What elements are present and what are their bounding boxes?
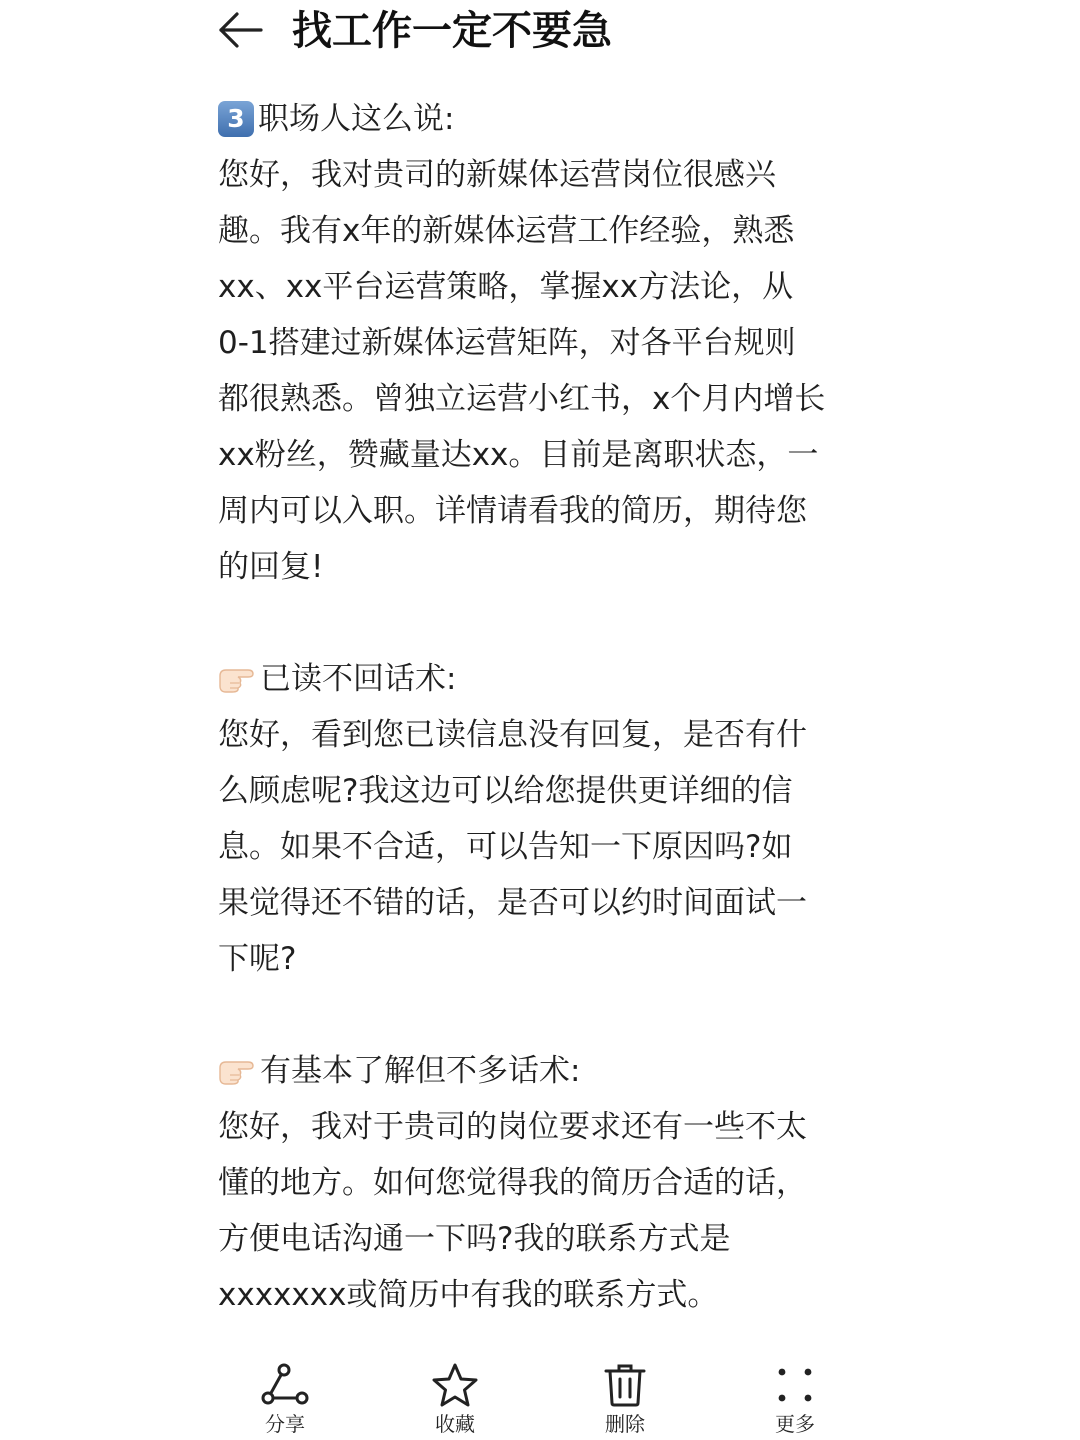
section-heading — [218, 91, 878, 147]
star-icon — [430, 1362, 480, 1408]
section-heading — [218, 1043, 878, 1099]
keycap-3-icon: 3 — [218, 101, 254, 137]
pointing-hand-icon — [218, 1053, 258, 1089]
top-bar — [0, 0, 1080, 70]
share-label: 分享 — [265, 1412, 305, 1436]
text-line: 周内可以入职。详情请看我的简历，期待您 — [218, 493, 807, 529]
text-line: 0-1搭建过新媒体运营矩阵，对各平台规则 — [218, 325, 796, 361]
text-line: 息。如果不合适，可以告知一下原因吗?如 — [218, 829, 793, 865]
more-button[interactable] — [740, 1362, 850, 1440]
favorite-label: 收藏 — [435, 1412, 475, 1436]
pointing-hand-icon — [218, 661, 258, 697]
arrow-left-icon — [217, 10, 265, 50]
more-label: 更多 — [775, 1412, 815, 1436]
section-heading-text: 已读不回话术: — [260, 661, 457, 697]
section-heading-text: 职场人这么说: — [258, 101, 455, 137]
note-content — [218, 91, 878, 1323]
more-dots-icon — [770, 1362, 820, 1408]
section-heading — [218, 651, 878, 707]
share-button[interactable] — [230, 1362, 340, 1440]
share-icon — [260, 1362, 310, 1408]
text-line: 您好，我对贵司的新媒体运营岗位很感兴 — [218, 157, 776, 193]
text-line: 么顾虑呢?我这边可以给您提供更详细的信 — [218, 773, 793, 809]
section-basic-understanding — [218, 1043, 878, 1323]
section-read-no-reply — [218, 651, 878, 987]
text-line: 下呢? — [218, 941, 297, 977]
text-line: 懂的地方。如何您觉得我的简历合适的话， — [218, 1165, 807, 1201]
favorite-button[interactable] — [400, 1362, 510, 1440]
text-line: 都很熟悉。曾独立运营小红书，x个月内增长 — [218, 381, 826, 417]
text-line: 趣。我有x年的新媒体运营工作经验，熟悉 — [218, 213, 795, 249]
text-line: 您好，看到您已读信息没有回复，是否有什 — [218, 717, 807, 753]
page-title: 找工作一定不要急 — [292, 8, 612, 54]
bottom-action-bar — [0, 1350, 1080, 1440]
text-line: 方便电话沟通一下吗?我的联系方式是 — [218, 1221, 731, 1257]
trash-icon — [600, 1362, 650, 1408]
delete-button[interactable] — [570, 1362, 680, 1440]
text-line: 的回复! — [218, 549, 324, 585]
delete-label: 删除 — [605, 1412, 645, 1436]
text-line: xx粉丝，赞藏量达xx。目前是离职状态，一 — [218, 437, 819, 473]
back-button[interactable] — [214, 8, 268, 52]
text-line: 您好，我对于贵司的岗位要求还有一些不太 — [218, 1109, 807, 1145]
text-line: xxxxxxx或简历中有我的联系方式。 — [218, 1277, 719, 1313]
text-line: xx、xx平台运营策略，掌握xx方法论，从 — [218, 269, 794, 305]
text-line: 果觉得还不错的话，是否可以约时间面试一 — [218, 885, 807, 921]
section-workplace-reply — [218, 91, 878, 595]
section-heading-text: 有基本了解但不多话术: — [260, 1053, 581, 1089]
